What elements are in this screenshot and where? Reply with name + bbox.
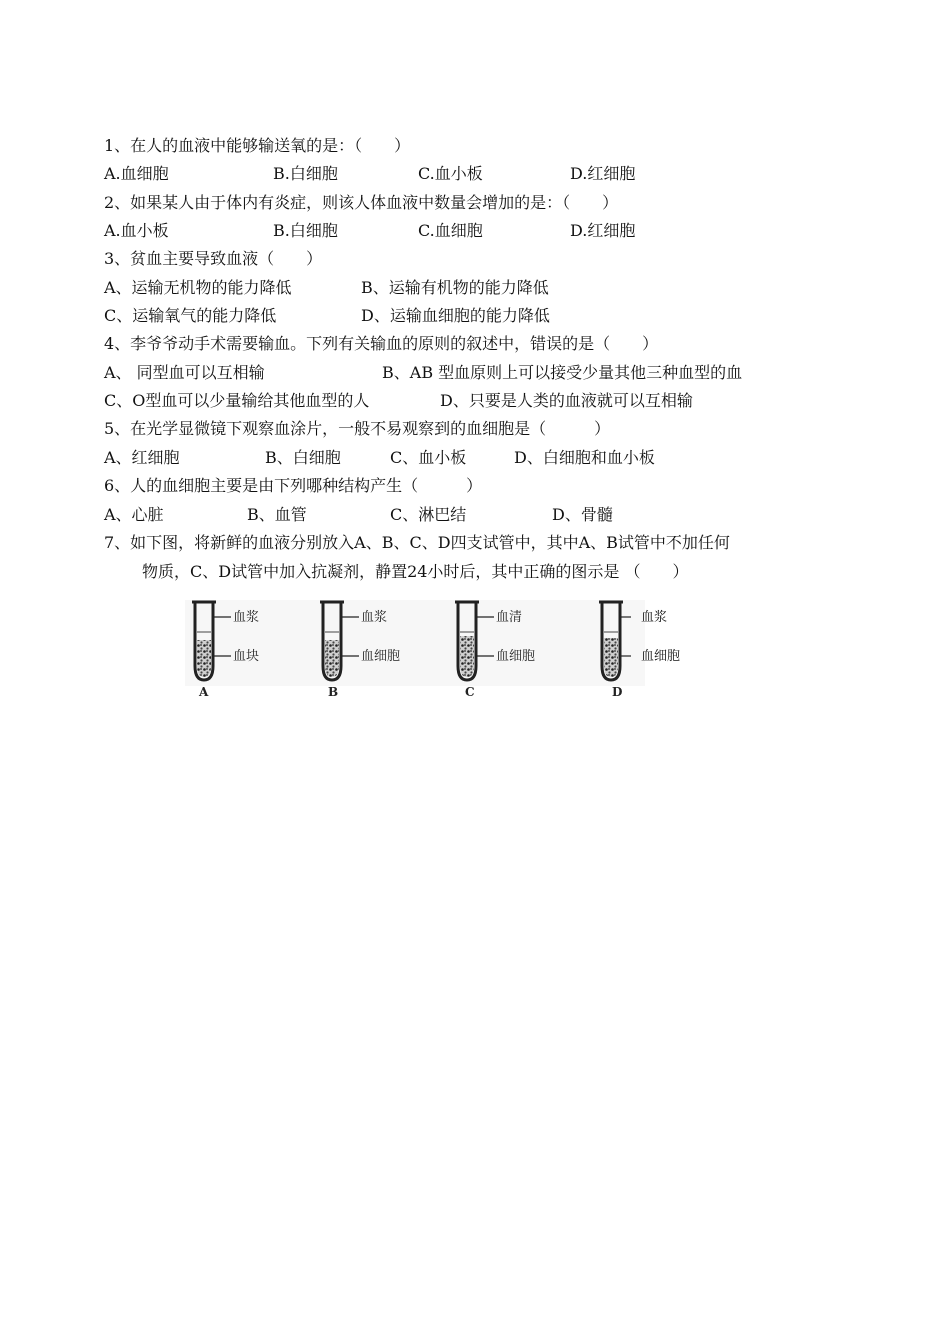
q2-option-c: C.血细胞 [418, 221, 483, 240]
question-1-stem: 1、在人的血液中能够输送氧的是：（ ） [104, 136, 411, 155]
tube-c-letter: C [465, 685, 475, 699]
q5-option-c: C、血小板 [390, 448, 467, 467]
tube-a-bottom-label: 血块 [233, 649, 260, 664]
q4-option-c: C、O型血可以少量输给其他血型的人 [104, 391, 370, 410]
tube-d-bottom-label: 血细胞 [641, 649, 681, 664]
question-5-stem: 5、在光学显微镜下观察血涂片，一般不易观察到的血细胞是（ ） [104, 419, 611, 438]
q5-option-d: D、白细胞和血小板 [514, 448, 655, 467]
q1-option-b: B.白细胞 [273, 164, 338, 183]
q6-option-d: D、骨髓 [552, 505, 613, 524]
q6-option-b: B、血管 [247, 505, 307, 524]
test-tube-figure [185, 596, 645, 700]
tube-d-letter: D [612, 685, 623, 699]
question-3-stem: 3、贫血主要导致血液（ ） [104, 249, 323, 268]
q2-option-d: D.红细胞 [570, 221, 636, 240]
q3-option-d: D、运输血细胞的能力降低 [361, 306, 550, 325]
tube-b-letter: B [328, 685, 339, 699]
q1-option-c: C.血小板 [418, 164, 483, 183]
tube-b-top-label: 血浆 [361, 610, 388, 625]
q4-option-d: D、只要是人类的血液就可以互相输 [440, 391, 693, 410]
tube-d-top-label-text: 血浆 [641, 610, 668, 625]
question-2-stem: 2、如果某人由于体内有炎症，则该人体血液中数量会增加的是：（ ） [104, 193, 619, 212]
question-4-stem: 4、李爷爷动手术需要输血。下列有关输血的原则的叙述中，错误的是（ ） [104, 334, 659, 353]
q6-option-c: C、淋巴结 [390, 505, 467, 524]
q4-option-a: A、 同型血可以互相输 [104, 363, 265, 382]
q3-option-c: C、运输氧气的能力降低 [104, 306, 277, 325]
tube-a-top-label: 血浆 [233, 610, 260, 625]
q3-option-b: B、运输有机物的能力降低 [361, 278, 549, 297]
q3-option-a: A、运输无机物的能力降低 [104, 278, 292, 297]
q2-option-a: A.血小板 [104, 221, 169, 240]
question-6-stem: 6、人的血细胞主要是由下列哪种结构产生（ ） [104, 476, 483, 495]
question-7-stem-continued: 物质，C、D试管中加入抗凝剂，静置24小时后，其中正确的图示是 （ ） [142, 562, 689, 581]
q5-option-b: B、白细胞 [265, 448, 341, 467]
q6-option-a: A、心脏 [104, 505, 164, 524]
tube-c-bottom-label: 血细胞 [496, 649, 536, 664]
tube-a-letter: A [199, 685, 209, 699]
question-7-stem: 7、如下图，将新鲜的血液分别放入A、B、C、D四支试管中，其中A、B试管中不加任何 [104, 533, 730, 552]
q2-option-b: B.白细胞 [273, 221, 338, 240]
q1-option-a: A.血细胞 [104, 164, 169, 183]
q4-option-b: B、AB 型血原则上可以接受少量其他三种血型的血 [382, 363, 743, 382]
q5-option-a: A、红细胞 [104, 448, 180, 467]
tube-b-bottom-label: 血细胞 [361, 649, 401, 664]
tube-c-top-label: 血清 [496, 610, 523, 625]
q1-option-d: D.红细胞 [570, 164, 636, 183]
